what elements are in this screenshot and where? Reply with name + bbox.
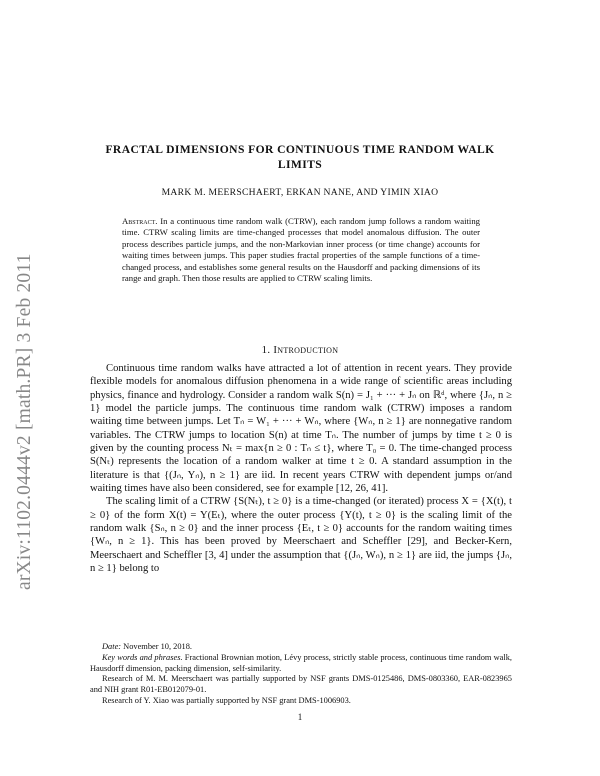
keywords-label: Key words and phrases. — [102, 652, 183, 662]
section-heading — [90, 344, 510, 356]
footnote-date — [90, 642, 512, 653]
date-label: Date: — [102, 642, 122, 651]
abstract-label: Abstract. — [122, 216, 158, 226]
page-number: 1 — [297, 712, 303, 722]
footnotes — [90, 642, 512, 707]
paper-authors: MARK M. MEERSCHAERT, ERKAN NANE, AND YIMIN XIAO — [161, 187, 439, 198]
footnote-keywords — [90, 653, 512, 675]
date-value: November 10, 2018. — [123, 642, 193, 651]
footnote-funding-1: Research of M. M. Meerschaert was partially supported by NSF grants DMS-0125486, DMS-0803360, EAR-0823965 and NIH grant R01-EB012079-01. — [90, 674, 512, 695]
arxiv-identifier-text: arXiv:1102.0444v2 [math.PR] 3 Feb 2011 — [14, 253, 35, 590]
keywords-value: Fractional Brownian motion, Lévy process, strictly stable process, continuous time random walk, Hausdorff dimension, packing dimension, self-similarity. — [90, 652, 512, 673]
paragraph: The scaling limit of a CTRW {S(Nₜ), t ≥ 0} is a time-changed (or iterated) process X = {X(t), t ≥ 0} of the form X(t) = Y(Eₜ), where the outer process {Y(t), t ≥ 0} is the scaling limit of the random walk {Sₙ, n ≥ 0} and the inner process {Eₜ, t ≥ 0} accounts for the random waiting times {Wₙ, n ≥ 1}. This has been proved by Meerschaert and Scheffler [29], and Becker-Kern, Meerschaert and Scheffler [3, 4] under the assumption that {(Jₙ, Wₙ), n ≥ 1} are iid, the jumps {Jₙ, n ≥ 1} belong to — [90, 496, 512, 575]
footnote-funding-2: Research of Y. Xiao was partially supported by NSF grant DMS-1006903. — [102, 695, 351, 705]
section-number: 1. — [261, 344, 271, 356]
abstract-text: In a continuous time random walk (CTRW), each random jump follows a random waiting time. CTRW scaling limits are time-changed processes that model anomalous diffusion. The outer process describes particle jumps, and the non-Markovian inner process (or time change) accounts for waiting times between jumps. This paper studies fractal properties of the sample functions of a time-changed process, and establishes some general results on the Hausdorff and packing dimensions of its range and graph. Then those results are applied to CTRW scaling limits. — [122, 216, 481, 284]
section-title: Introduction — [273, 344, 339, 356]
paragraph: Continuous time random walks have attracted a lot of attention in recent years. They provide flexible models for anomalous diffusion phenomena in a wide range of scientific areas including physics, finance and hydrology. Consider a random walk S(n) = J₁ + ··· + Jₙ on ℝᵈ, where {Jₙ, n ≥ 1} model the particle jumps. The continuous time random walk (CTRW) imposes a random waiting time between jumps. Let Tₙ = W₁ + ··· + Wₙ, where {Wₙ, n ≥ 1} are nonnegative random variables. The CTRW jumps to location S(n) at time Tₙ. The number of jumps by time t ≥ 0 is given by the counting process Nₜ = max{n ≥ 0 : Tₙ ≤ t}, where T₀ = 0. The time-changed process S(Nₜ) represents the location of a random walker at time t ≥ 0. A standard assumption in the literature is that {(Jₙ, Yₙ), n ≥ 1} are iid. In recent years CTRW with dependent jumps or/and waiting times have also been considered, see for example [12, 26, 41]. — [90, 363, 512, 495]
paper-title: FRACTAL DIMENSIONS FOR CONTINUOUS TIME RANDOM WALK LIMITS — [105, 143, 495, 171]
abstract — [122, 216, 480, 284]
body-text — [90, 362, 512, 576]
arxiv-identifier — [14, 190, 42, 590]
